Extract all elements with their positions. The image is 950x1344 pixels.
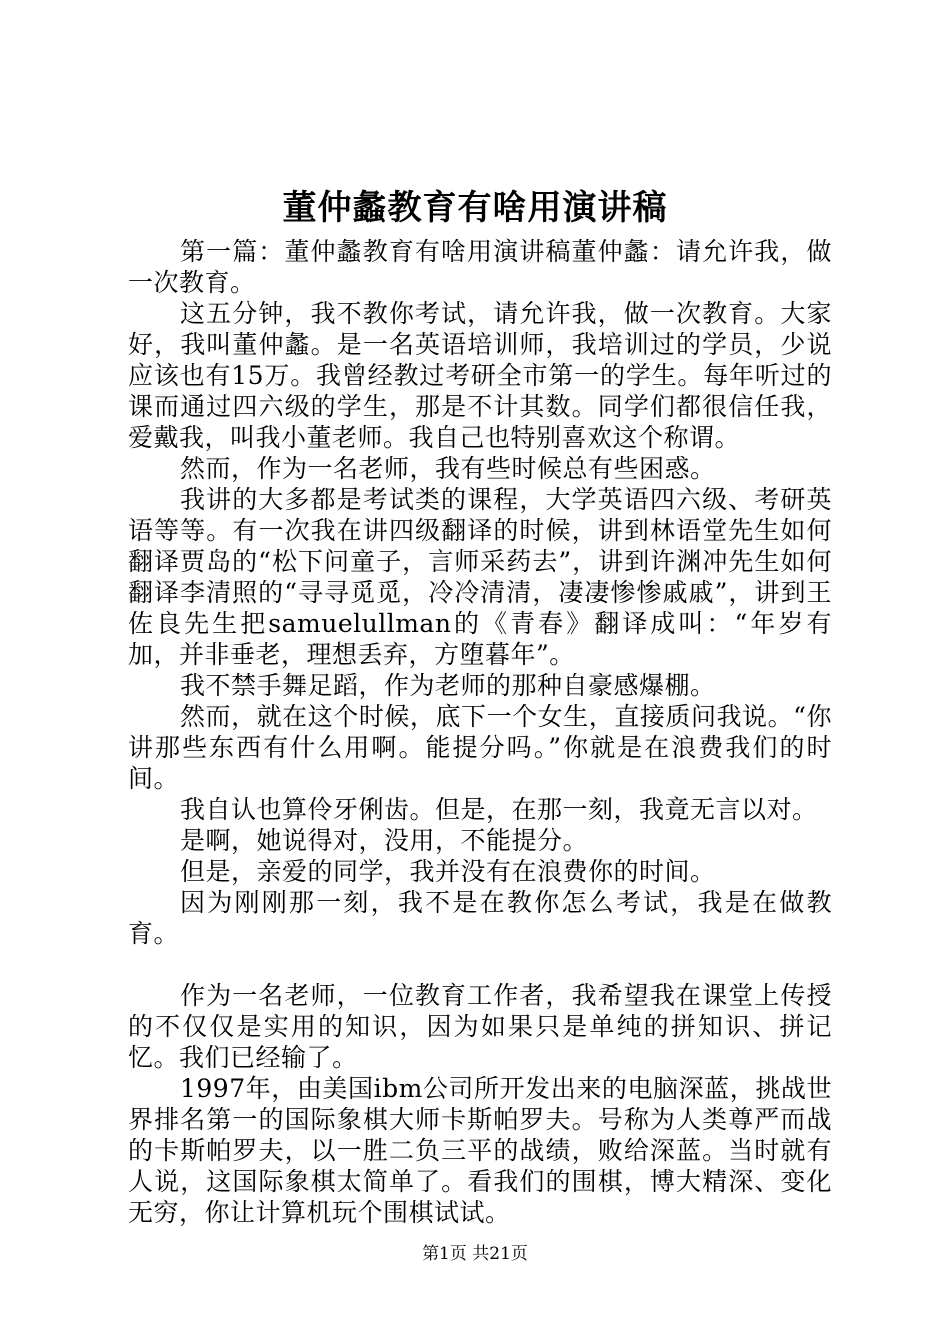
paragraph: 然而，就在这个时候，底下一个女生，直接质问我说。“你讲那些东西有什么用啊。能提分吗。”你就是在浪费我们的时间。 — [128, 702, 832, 793]
paragraph: 然而，作为一名老师，我有些时候总有些困惑。 — [180, 454, 716, 483]
paragraph: 但是，亲爱的同学，我并没有在浪费你的时间。 — [180, 857, 716, 886]
paragraph: 第一篇：董仲蠡教育有啥用演讲稿董仲蠡：请允许我，做一次教育。 — [128, 237, 832, 297]
paragraph: 1997年，由美国ibm公司所开发出来的电脑深蓝，挑战世界排名第一的国际象棋大师卡斯帕罗夫。号称为人类尊严而战的卡斯帕罗夫，以一胜二负三平的战绩，败给深蓝。当时就有人说，这国际象棋太简单了。看我们的围棋，博大精深、变化无穷，你让计算机玩个围棋试试。 — [128, 1074, 832, 1227]
paragraph: 作为一名老师，一位教育工作者，我希望我在课堂上传授的不仅仅是实用的知识，因为如果只是单纯的拼知识、拼记忆。我们已经输了。 — [128, 981, 832, 1072]
paragraph: 是啊，她说得对，没用，不能提分。 — [180, 826, 589, 855]
document-body — [128, 236, 832, 1228]
page-footer: 第1页 共21页 — [422, 1244, 528, 1264]
paragraph: 我讲的大多都是考试类的课程，大学英语四六级、考研英语等等。有一次我在讲四级翻译的时候，讲到林语堂先生如何翻译贾岛的“松下问童子，言师采药去”，讲到许渊冲先生如何翻译李清照的“寻寻觅觅，冷冷清清，凄凄惨惨戚戚”，讲到王佐良先生把samuelullman的《青春》翻译成叫：“年岁有加，并非垂老，理想丢弃，方堕暮年”。 — [128, 485, 832, 669]
document-title: 董仲蠡教育有啥用演讲稿 — [282, 188, 668, 228]
paragraph: 因为刚刚那一刻，我不是在教你怎么考试，我是在做教育。 — [128, 888, 832, 948]
paragraph: 我不禁手舞足蹈，作为老师的那种自豪感爆棚。 — [180, 671, 716, 700]
paragraph: 这五分钟，我不教你考试，请允许我，做一次教育。大家好，我叫董仲蠡。是一名英语培训师，我培训过的学员，少说应该也有15万。我曾经教过考研全市第一的学生。每年听过的课而通过四六级的学生，那是不计其数。同学们都很信任我，爱戴我，叫我小董老师。我自己也特别喜欢这个称谓。 — [128, 299, 832, 452]
paragraph: 我自认也算伶牙俐齿。但是，在那一刻，我竟无言以对。 — [180, 795, 818, 824]
